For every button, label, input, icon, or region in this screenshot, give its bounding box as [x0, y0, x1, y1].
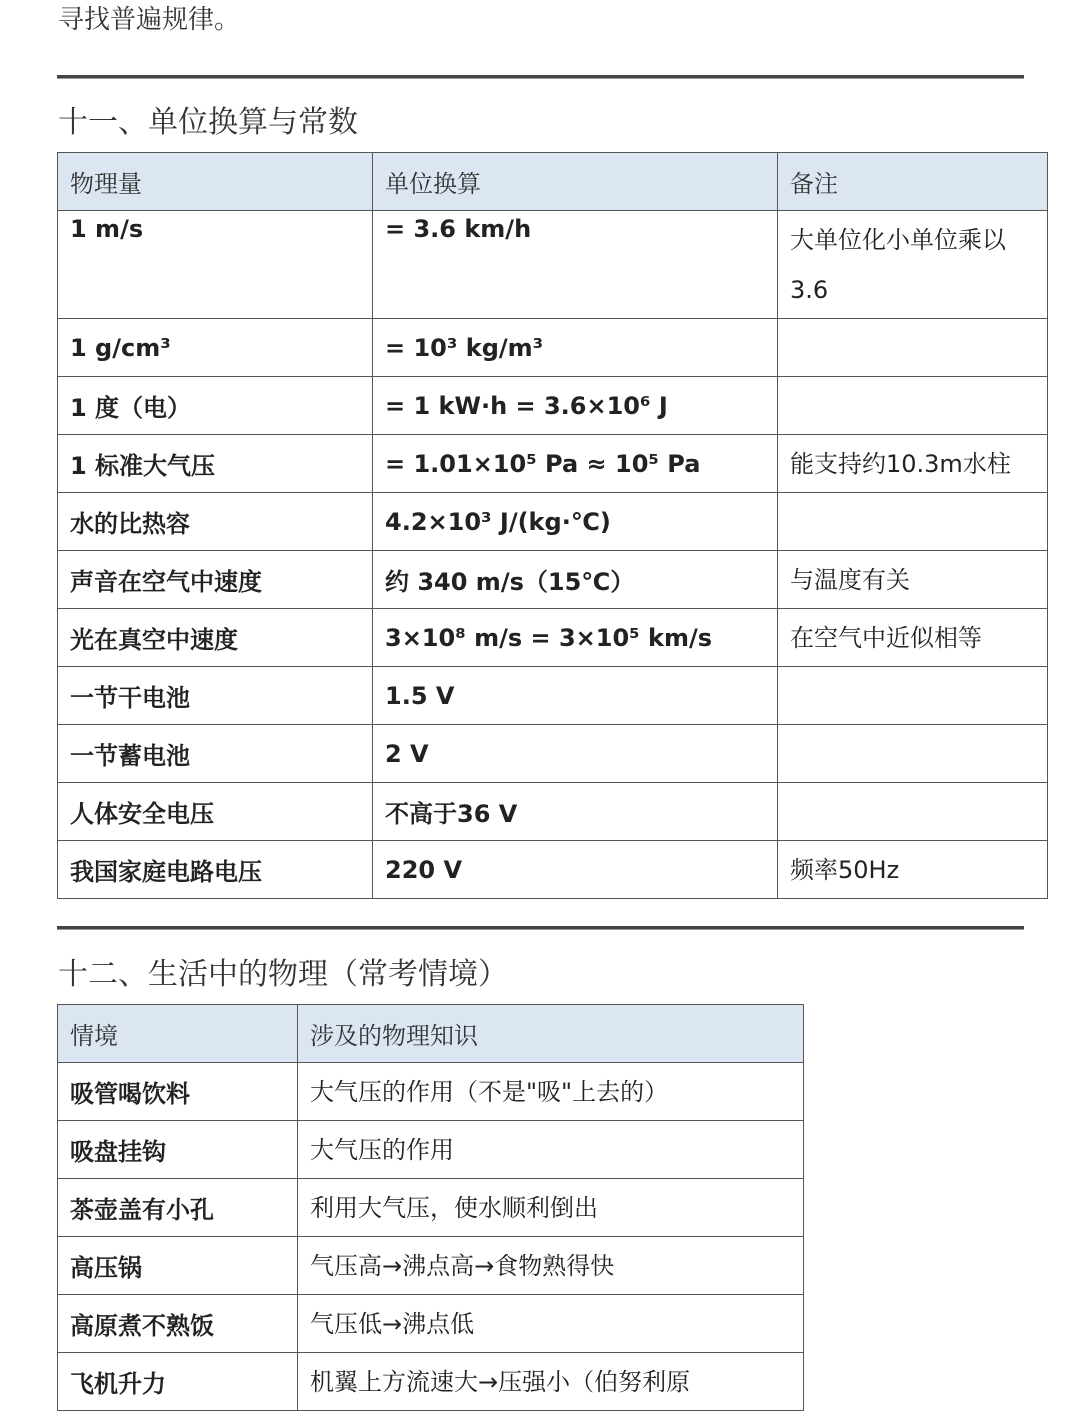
table-row — [58, 493, 1048, 551]
section-divider-top — [57, 75, 1024, 79]
conversion-cell: 不高于36 V — [373, 783, 778, 841]
knowledge-cell: 大气压的作用（不是"吸"上去的） — [298, 1063, 804, 1121]
conversion-cell: = 1.01×10⁵ Pa ≈ 10⁵ Pa — [373, 435, 778, 493]
table-row — [58, 1353, 804, 1411]
quantity-cell: 光在真空中速度 — [58, 609, 373, 667]
situation-cell: 吸盘挂钩 — [58, 1121, 298, 1179]
quantity-cell: 声音在空气中速度 — [58, 551, 373, 609]
section-divider-middle — [57, 926, 1024, 930]
units-constants-table — [57, 152, 1048, 899]
header-note: 备注 — [778, 153, 1048, 211]
section-title-life-physics: 十二、生活中的物理（常考情境） — [58, 957, 508, 992]
note-cell: 在空气中近似相等 — [778, 609, 1048, 667]
conversion-cell: = 10³ kg/m³ — [373, 319, 778, 377]
table-row — [58, 1295, 804, 1353]
table-row — [58, 725, 1048, 783]
situation-cell: 飞机升力 — [58, 1353, 298, 1411]
note-cell — [778, 725, 1048, 783]
table-row — [58, 1179, 804, 1237]
conversion-cell: = 1 kW·h = 3.6×10⁶ J — [373, 377, 778, 435]
knowledge-cell: 利用大气压，使水顺利倒出 — [298, 1179, 804, 1237]
quantity-cell: 人体安全电压 — [58, 783, 373, 841]
table-row — [58, 609, 1048, 667]
quantity-cell: 1 度（电） — [58, 377, 373, 435]
situation-cell: 吸管喝饮料 — [58, 1063, 298, 1121]
situation-cell: 高压锅 — [58, 1237, 298, 1295]
knowledge-cell: 气压低→沸点低 — [298, 1295, 804, 1353]
note-cell: 能支持约10.3m水柱 — [778, 435, 1048, 493]
table-row — [58, 667, 1048, 725]
table-row — [58, 319, 1048, 377]
note-cell — [778, 493, 1048, 551]
note-cell — [778, 667, 1048, 725]
section-title-units: 十一、单位换算与常数 — [58, 105, 358, 140]
table-header-row — [58, 153, 1048, 211]
note-cell: 与温度有关 — [778, 551, 1048, 609]
table-row — [58, 551, 1048, 609]
situation-cell: 茶壶盖有小孔 — [58, 1179, 298, 1237]
knowledge-cell: 机翼上方流速大→压强小（伯努利原 — [298, 1353, 804, 1411]
table-header-row — [58, 1005, 804, 1063]
note-cell — [778, 783, 1048, 841]
quantity-cell: 1 g/cm³ — [58, 319, 373, 377]
quantity-cell: 1 标准大气压 — [58, 435, 373, 493]
table-row — [58, 1237, 804, 1295]
quantity-cell: 我国家庭电路电压 — [58, 841, 373, 899]
header-conversion: 单位换算 — [373, 153, 778, 211]
table-row — [58, 1121, 804, 1179]
header-situation: 情境 — [58, 1005, 298, 1063]
note-cell: 频率50Hz — [778, 841, 1048, 899]
situation-cell: 高原煮不熟饭 — [58, 1295, 298, 1353]
table-row — [58, 1063, 804, 1121]
quantity-cell: 一节干电池 — [58, 667, 373, 725]
conversion-cell: 约 340 m/s（15℃） — [373, 551, 778, 609]
quantity-cell: 1 m/s — [58, 211, 373, 319]
conversion-cell: 1.5 V — [373, 667, 778, 725]
table-row — [58, 377, 1048, 435]
quantity-cell: 水的比热容 — [58, 493, 373, 551]
life-physics-table — [57, 1004, 804, 1411]
header-knowledge: 涉及的物理知识 — [298, 1005, 804, 1063]
knowledge-cell: 气压高→沸点高→食物熟得快 — [298, 1237, 804, 1295]
note-cell — [778, 319, 1048, 377]
conversion-cell: 220 V — [373, 841, 778, 899]
table-row — [58, 435, 1048, 493]
conversion-cell: = 3.6 km/h — [373, 211, 778, 319]
conversion-cell: 2 V — [373, 725, 778, 783]
quantity-cell: 一节蓄电池 — [58, 725, 373, 783]
note-cell — [778, 377, 1048, 435]
table-row — [58, 211, 1048, 319]
conversion-cell: 3×10⁸ m/s = 3×10⁵ km/s — [373, 609, 778, 667]
knowledge-cell: 大气压的作用 — [298, 1121, 804, 1179]
table-row — [58, 783, 1048, 841]
header-quantity: 物理量 — [58, 153, 373, 211]
note-cell: 大单位化小单位乘以3.6 — [778, 211, 1048, 319]
intro-text: 寻找普遍规律。 — [58, 5, 241, 35]
table-row — [58, 841, 1048, 899]
conversion-cell: 4.2×10³ J/(kg·℃) — [373, 493, 778, 551]
